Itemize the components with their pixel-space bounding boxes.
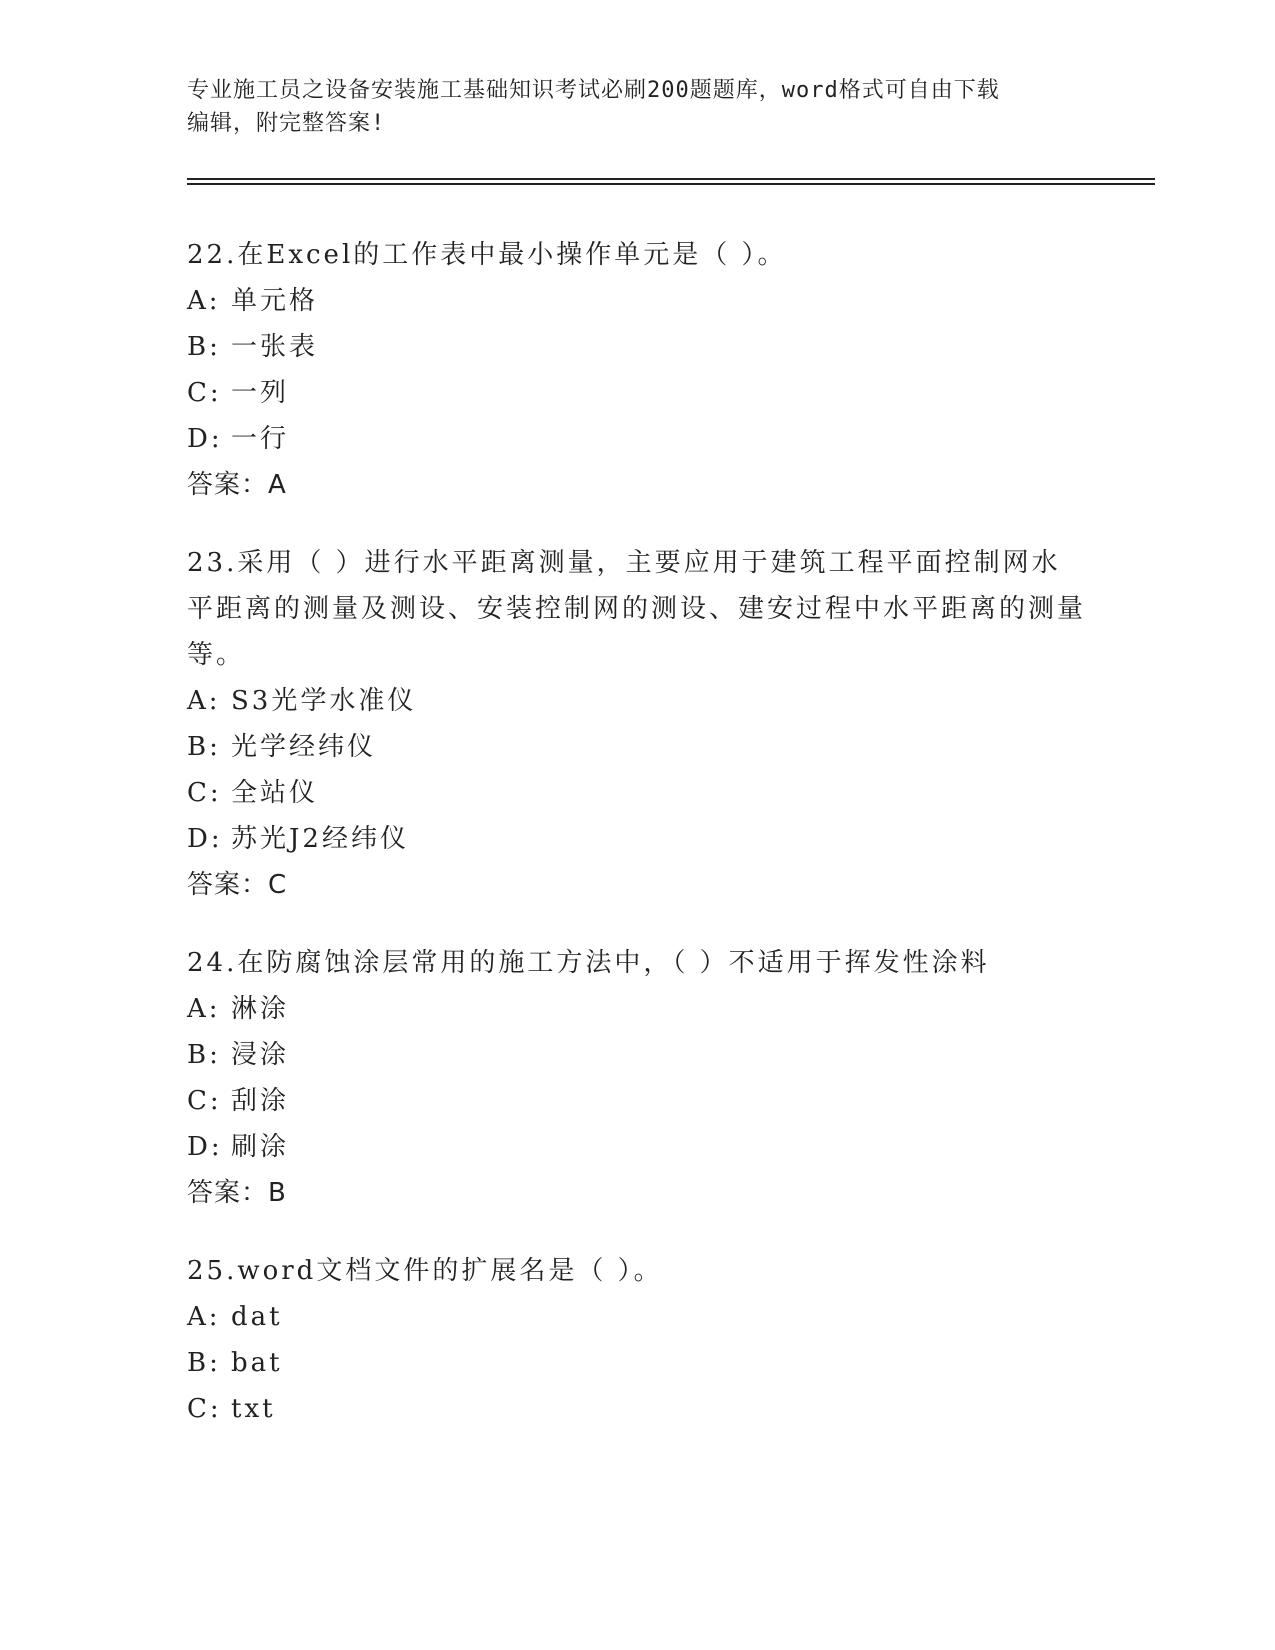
option-d [187, 1124, 1087, 1170]
header-divider-bottom [187, 183, 1155, 185]
answer-line: 答案：C [187, 870, 288, 900]
option-text: txt [231, 1394, 276, 1424]
option-text: dat [231, 1302, 283, 1332]
question-25 [187, 1248, 1087, 1432]
option-label: C: [187, 778, 222, 808]
option-c [187, 1386, 1087, 1432]
option-text: 浸涂 [231, 1040, 290, 1070]
option-label: A: [187, 286, 221, 316]
option-d [187, 416, 1087, 462]
question-23 [187, 540, 1087, 908]
option-label: D: [187, 1132, 223, 1162]
option-text: S3光学水准仪 [231, 686, 417, 716]
question-22 [187, 232, 1087, 508]
option-a [187, 278, 1087, 324]
question-stem: 24.在防腐蚀涂层常用的施工方法中，（ ）不适用于挥发性涂料 [187, 948, 990, 978]
option-label: B: [187, 332, 221, 362]
question-list [187, 232, 1087, 1464]
header-title-line-2: 编辑，附完整答案! [187, 111, 386, 136]
answer-line: 答案：A [187, 470, 287, 500]
header-divider-top [187, 178, 1155, 180]
question-24 [187, 940, 1087, 1216]
answer-line: 答案：B [187, 1178, 287, 1208]
option-label: B: [187, 732, 221, 762]
option-text: 苏光J2经纬仪 [231, 824, 409, 854]
option-b [187, 1032, 1087, 1078]
option-label: A: [187, 1302, 221, 1332]
option-label: A: [187, 994, 221, 1024]
option-b [187, 1340, 1087, 1386]
option-label: C: [187, 1086, 222, 1116]
option-c [187, 370, 1087, 416]
option-label: D: [187, 424, 223, 454]
option-b [187, 724, 1087, 770]
option-text: 一行 [231, 424, 290, 454]
option-label: B: [187, 1348, 221, 1378]
option-label: C: [187, 378, 222, 408]
option-text: 刮涂 [231, 1086, 290, 1116]
option-text: 全站仪 [231, 778, 319, 808]
option-a [187, 1294, 1087, 1340]
option-label: A: [187, 686, 221, 716]
option-label: D: [187, 824, 223, 854]
option-label: B: [187, 1040, 221, 1070]
option-text: 一列 [231, 378, 290, 408]
option-label: C: [187, 1394, 222, 1424]
question-stem: 22.在Excel的工作表中最小操作单元是（ ）。 [187, 240, 787, 270]
option-text: 刷涂 [231, 1132, 290, 1162]
document-header [187, 74, 1067, 140]
option-text: 光学经纬仪 [231, 732, 377, 762]
question-stem: 23.采用（ ）进行水平距离测量，主要应用于建筑工程平面控制网水平距离的测量及测设、安装控制网的测设、建安过程中水平距离的测量等。 [187, 548, 1087, 670]
option-a [187, 986, 1087, 1032]
option-text: 一张表 [231, 332, 319, 362]
option-text: 单元格 [231, 286, 319, 316]
question-stem: 25.word文档文件的扩展名是（ ）。 [187, 1256, 663, 1286]
option-text: bat [231, 1348, 283, 1378]
option-a [187, 678, 1087, 724]
option-c [187, 770, 1087, 816]
option-c [187, 1078, 1087, 1124]
header-title-line-1: 专业施工员之设备安装施工基础知识考试必刷200题题库，word格式可自由下载 [187, 78, 1000, 103]
option-b [187, 324, 1087, 370]
option-text: 淋涂 [231, 994, 290, 1024]
option-d [187, 816, 1087, 862]
